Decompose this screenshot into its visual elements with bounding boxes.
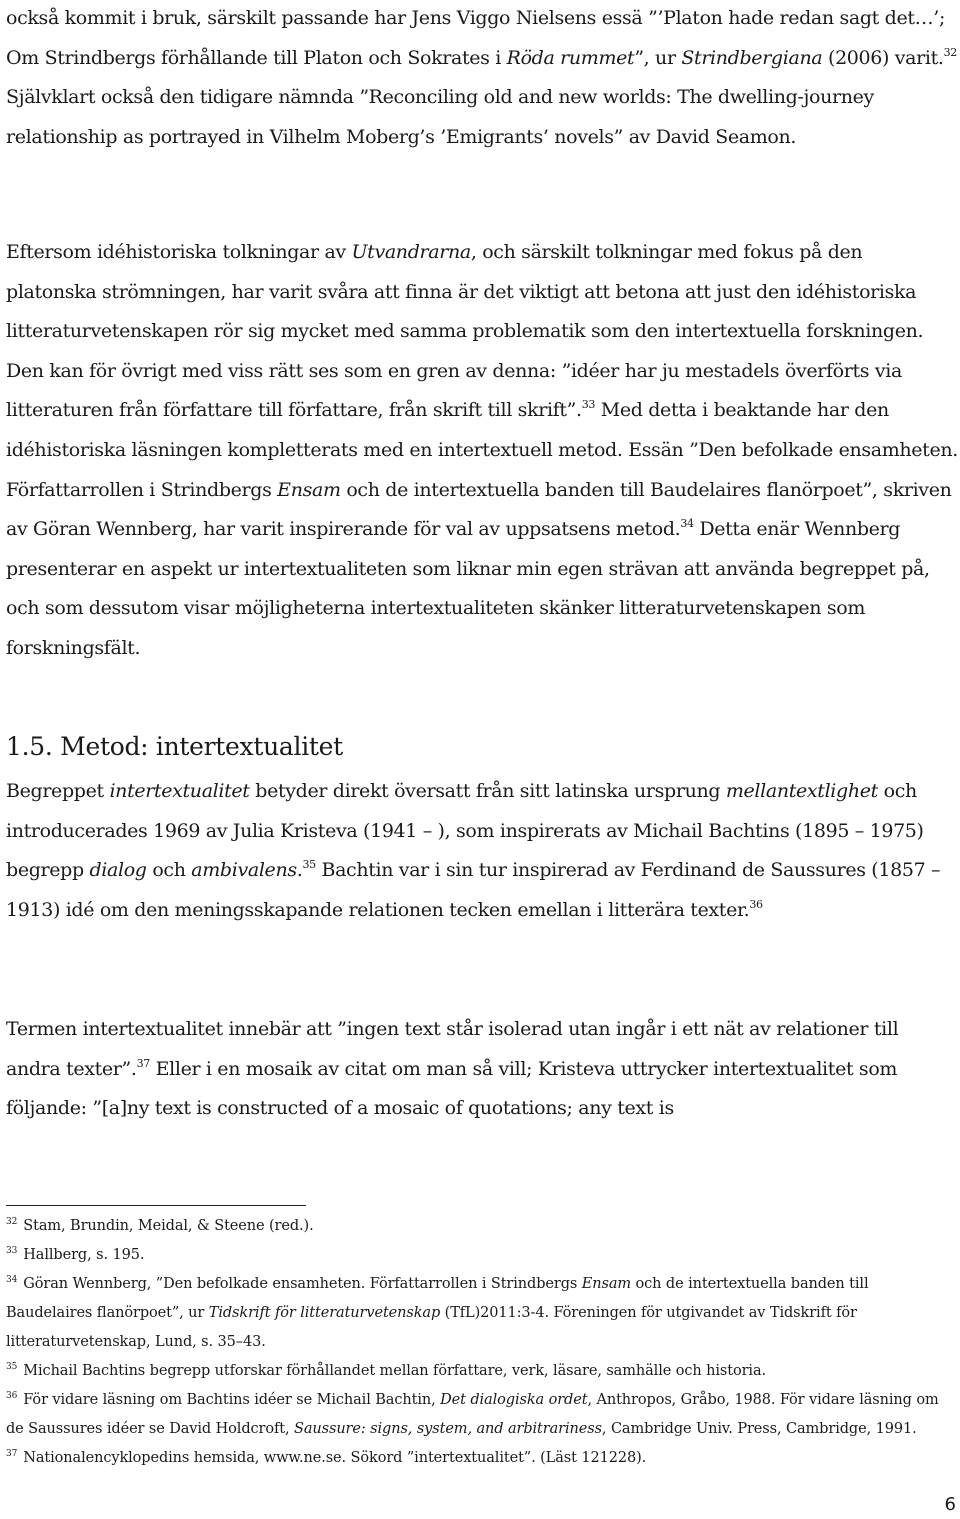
work-title: Strindbergiana xyxy=(681,46,823,69)
body-paragraph xyxy=(6,1010,958,1129)
paragraph-text: Självklart också den tidigare nämnda ”Reconciling old and new worlds: The dwelling-journey relationship as portrayed in Vilhelm Moberg’s ’Emigrants’ novels” av David Seamon. xyxy=(6,86,874,148)
footnote-number: 37 xyxy=(6,1449,18,1459)
paragraph-text: och de intertextuella banden till Baudelaires flanörpoet”, skriven av Göran Wennberg, har varit inspirerande för val av uppsatsens metod. xyxy=(6,478,952,541)
footnote-number: 33 xyxy=(6,1246,18,1256)
paragraph-text: Eftersom idéhistoriska tolkningar av xyxy=(6,241,352,263)
work-title: Röda rummet xyxy=(506,46,635,69)
footnote-32 xyxy=(6,1212,958,1241)
footnote-34 xyxy=(6,1270,958,1357)
footnote-text: , Cambridge Univ. Press, Cambridge, 1991. xyxy=(601,1421,917,1437)
footnote-33 xyxy=(6,1241,958,1270)
work-title: Ensam xyxy=(581,1276,632,1292)
paragraph-text: , och särskilt tolkningar med fokus på den platonska strömningen, har varit svåra att finna är det viktigt att betona att just den idéhistoriska litteraturvetenskapen rör sig mycket med samma problematik som den intertextuella forskningen. Den kan för övrigt med viss rätt ses som en gren av denna: ”idéer har ju mestadels överförts via litteraturen från författare till författare, från skrift till skrift”. xyxy=(6,241,924,422)
footnote-separator xyxy=(6,1205,306,1206)
work-title: Ensam xyxy=(277,478,341,501)
footnote-text: För vidare läsning om Bachtins idéer se Michail Bachtin, xyxy=(23,1392,441,1408)
footnote-text: Michail Bachtins begrepp utforskar förhållandet mellan författare, verk, läsare, samhälle och historia. xyxy=(23,1363,767,1379)
term: intertextualitet xyxy=(109,780,250,802)
paragraph-text: Eller i en mosaik av citat om man så vill; Kristeva uttrycker intertextualitet som följande: ”[a]ny text is constructed of a mosaic of quotations; any text is xyxy=(6,1057,898,1120)
paragraph-text: och xyxy=(146,859,192,882)
paragraph-text: . xyxy=(296,859,303,882)
footnotes xyxy=(6,1212,958,1473)
paragraph-text: Begreppet xyxy=(6,780,110,802)
term: mellantextlighet xyxy=(725,780,878,802)
footnote-reference[interactable]: 37 xyxy=(136,1056,150,1070)
paragraph-text: Bachtin var i sin tur inspirerad av Ferdinand de Saussures (1857 – 1913) idé om den meningsskapande relationen tecken emellan i litterära texter. xyxy=(6,859,941,921)
term: dialog xyxy=(89,859,147,882)
paragraph-text: Detta enär Wennberg presenterar en aspekt ur intertextualiteten som liknar min egen strävan att använda begreppet på, och som dessutom visar möjligheterna intertextualiteten skänker litteraturvetenskapen som forskningsfält. xyxy=(6,518,930,659)
footnote-number: 36 xyxy=(6,1391,18,1401)
footnote-text: Göran Wennberg, ”Den befolkade ensamheten. Författarrollen i Strindbergs xyxy=(23,1276,582,1292)
footnote-number: 32 xyxy=(6,1217,18,1227)
footnote-reference[interactable]: 33 xyxy=(581,398,596,412)
footnote-reference[interactable]: 32 xyxy=(943,45,957,59)
footnote-text: Nationalencyklopedins hemsida, www.ne.se. Sökord ”intertextualitet”. (Läst 121228). xyxy=(23,1450,647,1466)
footnote-35 xyxy=(6,1357,958,1386)
paragraph-text: Med detta i beaktande har den idéhistoriska läsningen kompletterats med en intertextuell metod. Essän ”Den befolkade ensamheten. Författarrollen i Strindbergs xyxy=(6,399,958,501)
paragraph-text: också kommit i bruk, särskilt passande har Jens Viggo Nielsens essä ”’Platon hade redan sagt det…’; Om Strindbergs förhållande till Platon och Sokrates i xyxy=(6,7,946,69)
section-heading: 1.5. Metod: intertextualitet xyxy=(6,732,343,761)
work-title: Utvandrarna xyxy=(351,241,471,263)
paragraph-text: betyder direkt översatt från sitt latinska ursprung xyxy=(249,780,726,802)
footnote-reference[interactable]: 36 xyxy=(749,897,763,911)
footnote-reference[interactable]: 35 xyxy=(302,858,316,872)
paragraph-text: Termen intertextualitet innebär att ”ingen text står isolerad utan ingår i ett nät av relationer till andra texter”. xyxy=(6,1018,899,1080)
footnote-number: 34 xyxy=(6,1275,18,1285)
paragraph-text: och introducerades 1969 av Julia Kristeva (1941 – ), som inspirerats av Michail Bachtins (1895 – 1975) begrepp xyxy=(6,780,924,882)
footnote-text: och de intertextuella banden till Baudelaires flanörpoet”, ur xyxy=(6,1276,869,1321)
footnote-36 xyxy=(6,1386,958,1444)
work-title: Det dialogiska ordet xyxy=(440,1392,588,1408)
footnote-number: 35 xyxy=(6,1362,18,1372)
paragraph-text: ”, ur xyxy=(634,46,682,69)
footnote-text: , Anthropos, Gråbo, 1988. För vidare läsning om de Saussures idéer se David Holdcroft, xyxy=(6,1392,939,1437)
footnote-37 xyxy=(6,1444,958,1473)
body-paragraph xyxy=(6,772,958,930)
work-title: Tidskrift för litteraturvetenskap xyxy=(208,1305,441,1321)
footnote-reference[interactable]: 34 xyxy=(680,517,694,531)
page-number: 6 xyxy=(944,1494,956,1515)
footnote-text: Hallberg, s. 195. xyxy=(23,1247,145,1263)
footnote-text: (TfL)2011:3-4. Föreningen för utgivandet av Tidskrift för litteraturvetenskap, Lund, s. 35–43. xyxy=(6,1305,857,1350)
paragraph-text: (2006) varit. xyxy=(822,46,944,69)
footnote-text: Stam, Brundin, Meidal, & Steene (red.). xyxy=(23,1218,314,1234)
term: ambivalens xyxy=(191,859,297,882)
body-paragraph xyxy=(6,0,958,157)
work-title: Saussure: signs, system, and arbitrariness xyxy=(294,1421,602,1437)
body-paragraph xyxy=(6,233,958,669)
